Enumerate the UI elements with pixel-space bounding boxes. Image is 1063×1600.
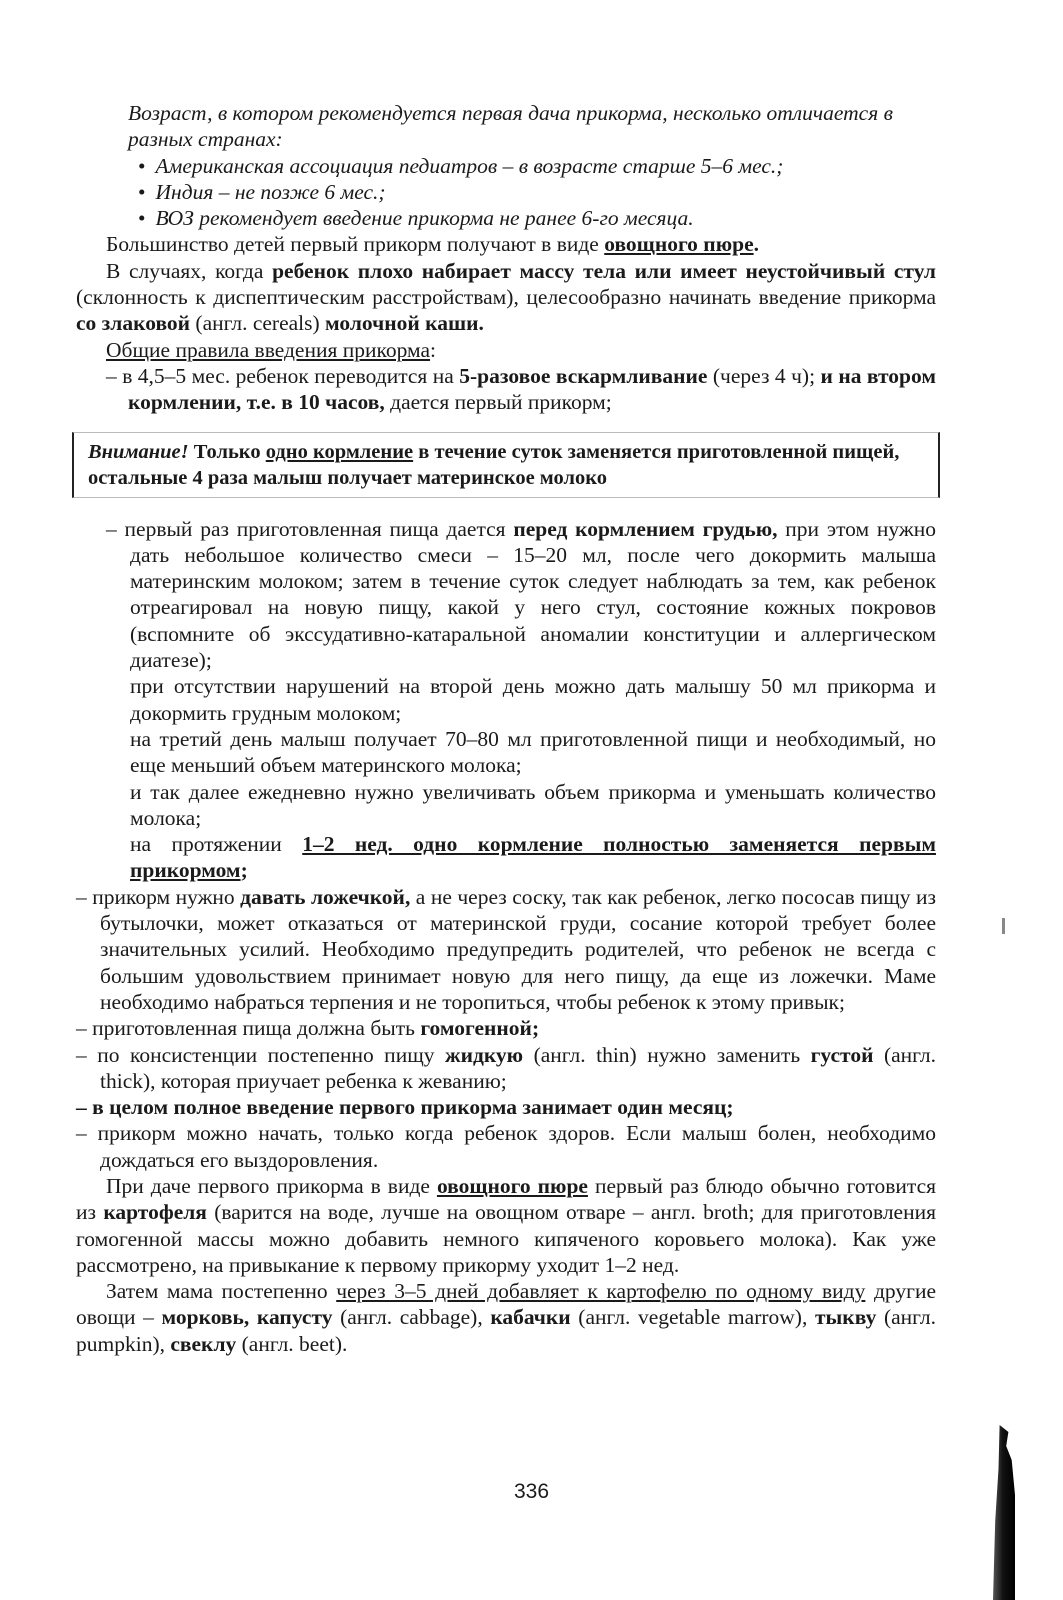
emphasis-bold: – в целом полное введение первого прикорма занимает один месяц; (76, 1095, 734, 1120)
list-subitem: при отсутствии нарушений на второй день можно дать малышу 50 мл прикорма и докормить грудным молоком; (130, 674, 936, 725)
text: (через 4 ч); (707, 363, 821, 388)
text: ; (240, 858, 248, 883)
text: первый раз блюдо обычно готовится из (76, 1173, 936, 1225)
list-item (76, 884, 936, 1015)
text: – первый раз приготовленная пища дается (106, 516, 514, 541)
emphasis-bold: жидкую (444, 1042, 524, 1067)
paragraph-cereal (76, 258, 936, 337)
emphasis-bold: давать ложечкой, (240, 884, 411, 909)
emphasis-bold: густой (810, 1042, 874, 1067)
emphasis-bold: со злаковой (76, 311, 191, 336)
text: – прикорм нужно (76, 884, 241, 909)
text: Только (188, 440, 266, 463)
rules-heading (76, 337, 936, 363)
list-item (76, 1015, 936, 1041)
text: другие овощи – (76, 1279, 936, 1330)
list-subitem: и так далее ежедневно нужно увеличивать объем прикорма и уменьшать количество молока; (130, 779, 936, 830)
emphasis-underlined: через 3–5 дней добавляет к картофелю по одному виду (336, 1279, 866, 1304)
text: (англ. beet). (236, 1331, 348, 1356)
text: – в 4,5–5 мес. ребенок переводится на (106, 363, 460, 388)
scan-speck (1002, 918, 1005, 934)
scan-edge-shadow (993, 1425, 1015, 1600)
emphasis-bold: и на втором кормлении, т.е. в 10 часов, (128, 363, 936, 415)
emphasis-underlined: овощного пюре (436, 1173, 588, 1198)
emphasis-bold: картофеля (103, 1200, 207, 1225)
text: (англ. vegetable marrow), (570, 1305, 815, 1330)
attention-label: Внимание! (88, 440, 189, 463)
emphasis-underlined: 1–2 нед. одно кормление полностью заменяется первым прикормом (130, 832, 937, 883)
intro-bullet: • ВОЗ рекомендует введение прикорма не ранее 6-го месяца. (138, 205, 936, 231)
text: (англ. cereals) (190, 311, 326, 336)
paragraph-potato (76, 1173, 936, 1278)
text: на протяжении (130, 832, 303, 857)
text: : (430, 337, 437, 362)
attention-box (72, 432, 940, 498)
list-item (76, 1042, 936, 1095)
emphasis-bold: гомогенной; (420, 1016, 540, 1041)
text: Большинство детей первый прикорм получают в виде (106, 232, 605, 257)
text: (склонность к диспептическим расстройствам), целесообразно начинать введение прикорма (76, 285, 936, 310)
text: а не через соску, так как ребенок, легко пососав пищу из бутылочки, может отказаться от материнской груди, сосание которой требует более значительных усилий. Необходимо предупредить родителей, что ребенок не всегда с большим удовольствием принимает новую для него пищу, да еще из ложечки. Маме необходимо набраться терпения и не торопиться, чтобы ребенок к этому привык; (100, 884, 936, 1014)
text: при этом нужно дать небольшое количество смеси – 15–20 мл, после чего докормить малыша материнским молоком; затем в течение суток следует наблюдать за тем, как ребенок отреагировал на новую пищу, какой у него стул, состояние кожных покровов (вспомните об экссудативно-катаральной аномалии конституции и аллергическом диатезе); (130, 516, 936, 673)
intro-lead: Возраст, в котором рекомендуется первая дача прикорма, несколько отличается в разных странах: (128, 101, 893, 152)
text: в течение суток заменяется приготовленной пищей, остальные 4 раза малыш получает материнское молоко (88, 440, 900, 489)
emphasis-bold: кабачки (490, 1305, 571, 1330)
text: (англ. pumpkin), (76, 1305, 936, 1356)
emphasis-bold: 5-разовое вскармливание (459, 363, 708, 388)
list-item (76, 1094, 936, 1120)
text: (англ. thin) нужно заменить (523, 1042, 811, 1067)
emphasis-bold: тыкву (814, 1305, 877, 1330)
text: В случаях, когда (106, 258, 273, 283)
intro-block (128, 100, 936, 231)
list-item (106, 516, 936, 674)
intro-bullet: • Американская ассоциация педиатров – в возрасте старше 5–6 мес.; (138, 153, 936, 179)
text: . (753, 232, 759, 257)
page-number: 336 (513, 1480, 550, 1503)
emphasis-bold: свеклу (170, 1331, 237, 1356)
list-item (76, 1120, 936, 1173)
page-content (76, 100, 936, 1357)
text: (англ. thick), которая приучает ребенка к жеванию; (100, 1042, 936, 1093)
list-subitem: на третий день малыш получает 70–80 мл приготовленной пищи и необходимый, но еще меньший объем материнского молока; (130, 726, 936, 778)
text: дается первый прикорм; (384, 390, 612, 415)
paragraph-vegetables (76, 1278, 936, 1357)
text: – по консистенции постепенно пищу (76, 1042, 445, 1067)
emphasis-underlined: одно кормление (265, 440, 414, 463)
rule-item (106, 363, 936, 416)
emphasis-bold: ребенок плохо набирает массу тела или имеет неустойчивый стул (272, 258, 936, 283)
rules-title: Общие правила введения прикорма (106, 337, 431, 362)
text: При даче первого прикорма в виде (106, 1173, 437, 1198)
emphasis-bold: морковь, капусту (161, 1305, 333, 1330)
list-subitem (76, 831, 936, 884)
text: – прикорм можно начать, только когда ребенок здоров. Если малыш болен, необходимо дождаться его выздоровления. (76, 1121, 936, 1172)
paragraph-first-feeding (76, 231, 936, 257)
text: Затем мама постепенно (106, 1279, 337, 1304)
emphasis-underlined: овощного пюре (604, 232, 754, 257)
emphasis-bold: молочной каши. (325, 311, 484, 336)
text: (англ. cabbage), (332, 1305, 491, 1330)
text: – приготовленная пища должна быть (76, 1016, 421, 1041)
emphasis-bold: перед кормлением грудью, (513, 516, 778, 541)
intro-bullet: • Индия – не позже 6 мес.; (138, 179, 936, 205)
rules-list (76, 516, 936, 1173)
text: (варится на воде, лучше на овощном отваре – англ. broth; для приготовления гомогенной массы можно добавить немного кипяченого коровьего молока). Как уже рассмотрено, на привыкание к первому прикорму уходит 1–2 нед. (76, 1200, 937, 1277)
